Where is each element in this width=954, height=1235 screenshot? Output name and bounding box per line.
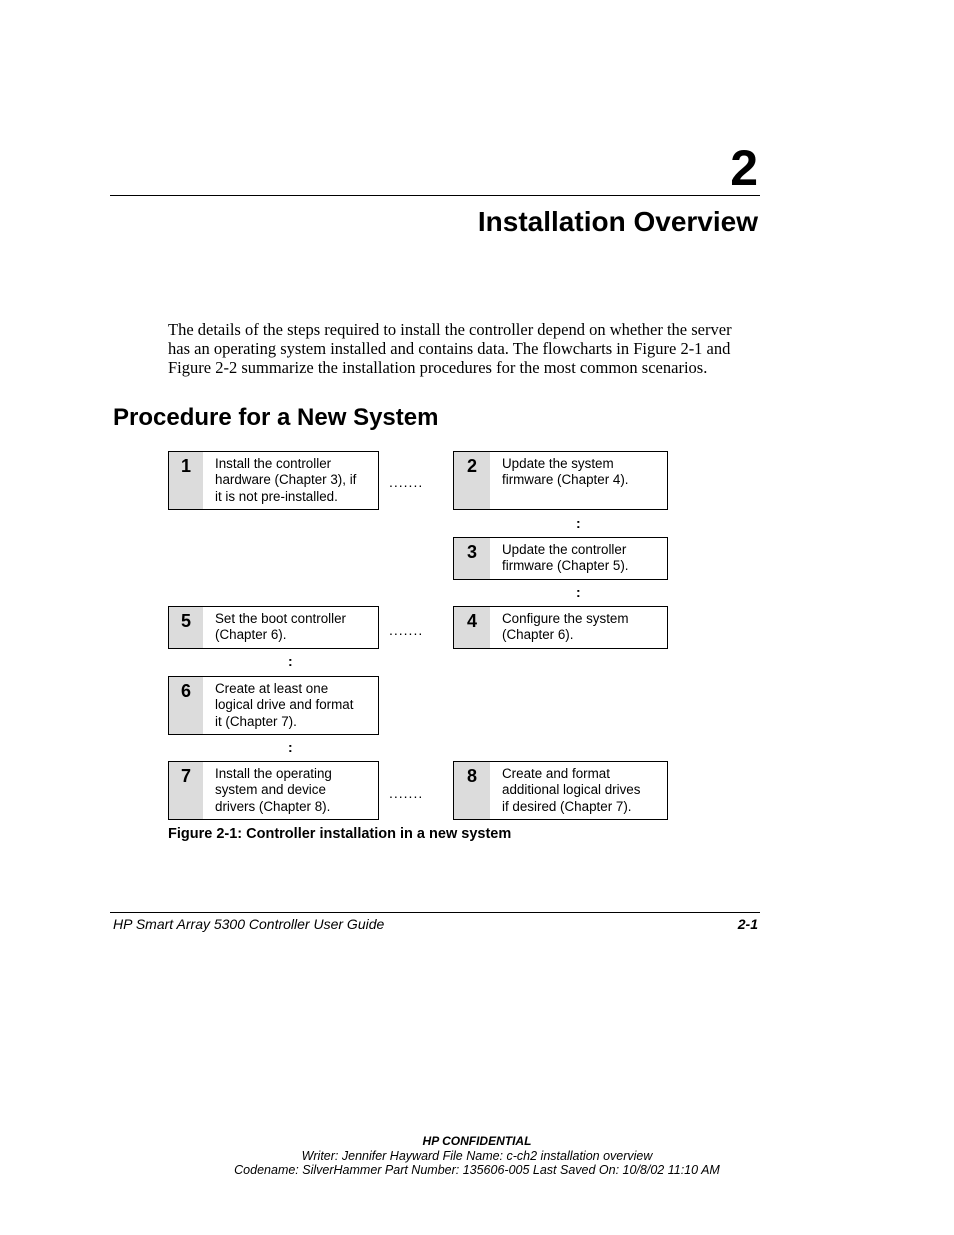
step-text: Configure the system (Chapter 6). [502, 611, 629, 643]
step-number-badge: 7 [169, 762, 203, 819]
step-number-badge: 2 [454, 452, 490, 509]
step-text: Install the controller hardware (Chapter 3), if it is not pre-installed. [215, 456, 357, 504]
chapter-title: Installation Overview [477, 206, 758, 237]
confidential-block [0, 1134, 954, 1178]
writer-line: Writer: Jennifer Hayward File Name: c-ch2 installation overview [301, 1148, 653, 1163]
figure-caption: Figure 2-1: Controller installation in a new system [168, 826, 512, 842]
flow-step-2 [453, 451, 668, 510]
step-text: Update the system firmware (Chapter 4). [502, 456, 629, 488]
flow-step-1 [168, 451, 379, 510]
footer-rule [110, 912, 760, 913]
flow-step-5 [168, 606, 379, 649]
step-text: Create at least one logical drive and format it (Chapter 7). [215, 681, 354, 729]
step-number-badge: 8 [454, 762, 490, 819]
connector-3-4: : [576, 584, 581, 600]
page-number: 2-1 [737, 916, 758, 932]
section-title: Procedure for a New System [113, 404, 439, 431]
connector-2-3: : [576, 515, 581, 531]
intro-line: The details of the steps required to install the controller depend on whether the server [168, 320, 732, 339]
step-number-badge: 5 [169, 607, 203, 648]
flow-step-7 [168, 761, 379, 820]
step-text: Update the controller firmware (Chapter 5). [502, 542, 629, 574]
step-text: Install the operating system and device drivers (Chapter 8). [215, 766, 332, 814]
confidential-heading: HP CONFIDENTIAL [422, 1134, 532, 1148]
step-text: Set the boot controller (Chapter 6). [215, 611, 347, 643]
chapter-rule [110, 195, 760, 196]
flow-step-4 [453, 606, 668, 649]
step-text: Create and format additional logical drives if desired (Chapter 7). [502, 766, 641, 814]
footer-title: HP Smart Array 5300 Controller User Guide [113, 916, 385, 932]
flow-step-8 [453, 761, 668, 820]
connector-5-4: ....... [389, 622, 424, 638]
connector-5-6: : [288, 653, 293, 669]
connector-1-2: ....... [389, 474, 424, 490]
intro-line: Figure 2-2 summarize the installation procedures for the most common scenarios. [168, 358, 708, 377]
flow-step-6 [168, 676, 379, 735]
connector-6-7: : [288, 739, 293, 755]
step-number-badge: 1 [169, 452, 203, 509]
intro-line: has an operating system installed and contains data. The flowcharts in Figure 2-1 and [168, 339, 731, 358]
codename-line: Codename: SilverHammer Part Number: 135606-005 Last Saved On: 10/8/02 11:10 AM [234, 1163, 720, 1177]
step-number-badge: 6 [169, 677, 203, 734]
intro-paragraph [168, 320, 768, 377]
connector-7-8: ....... [389, 785, 424, 801]
flow-step-3 [453, 537, 668, 580]
step-number-badge: 4 [454, 607, 490, 648]
chapter-number: 2 [730, 140, 758, 196]
step-number-badge: 3 [454, 538, 490, 579]
